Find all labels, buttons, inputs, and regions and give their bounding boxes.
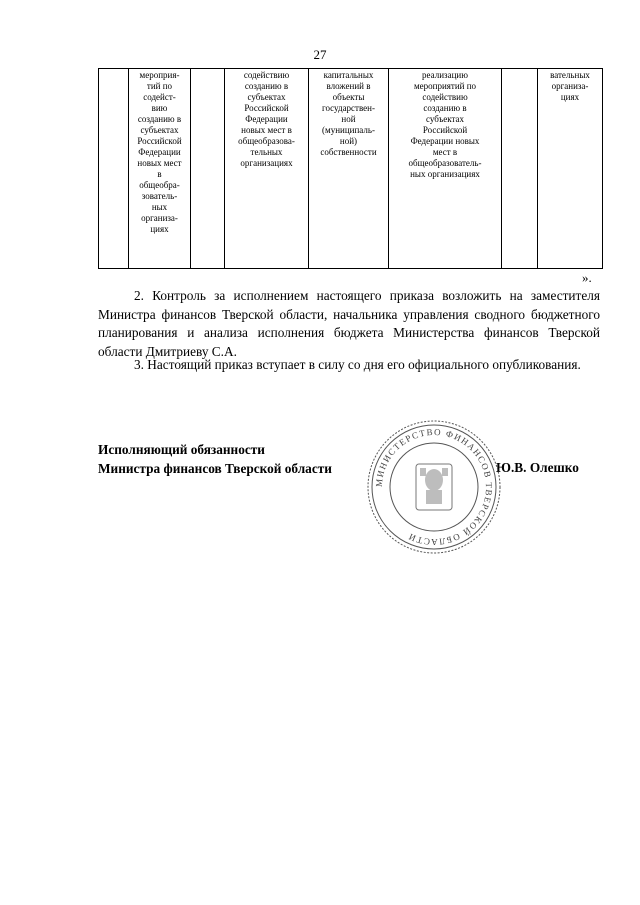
paragraph-control: 2. Контроль за исполнением настоящего приказа возложить на заместителя Министра финансов Тверской области, начальника управления сводного бюджетного планирования и анализа исполнения бюджета Министерства финансов Тверской области Дмитриеву С.А.	[98, 288, 600, 359]
paragraph-effective-date: 3. Настоящий приказ вступает в силу со дня его официального опубликования.	[134, 357, 581, 372]
cell-text: капитальных вложений в объекты государствен- ной (муниципаль- ной) собственности	[320, 70, 377, 157]
cell-text: вательных организа- циях	[550, 70, 590, 102]
closing-quote: ».	[582, 270, 592, 285]
cell-text: мероприя- тий по содейст- вию созданию в субъектах Российской Федерации новых мест в общеобра- зователь- ных организа- циях	[137, 70, 182, 234]
table-row	[99, 69, 603, 269]
table-cell	[538, 69, 603, 269]
page-number: 27	[313, 47, 327, 62]
seal-text: МИНИСТЕРСТВО ФИНАНСОВ ТВЕРСКОЙ ОБЛАСТИ	[373, 426, 495, 548]
table-cell	[309, 69, 389, 269]
official-seal-stamp	[362, 418, 506, 556]
table-cell	[129, 69, 191, 269]
signatory-position-line2: Министра финансов Тверской области	[98, 461, 332, 476]
table-cell	[389, 69, 502, 269]
table-cell	[502, 69, 538, 269]
cell-text: содействию созданию в субъектах Российской Федерации новых мест в общеобразова- тельных организациях	[238, 70, 295, 168]
signatory-position-line1: Исполняющий обязанности	[98, 442, 265, 457]
cell-text: реализацию мероприятий по содействию созданию в субъектах Российской Федерации новых мест в общеобразователь- ных организациях	[408, 70, 482, 179]
signatory-name: Ю.В. Олешко	[496, 460, 579, 475]
table-cell	[191, 69, 225, 269]
budget-table-continuation	[98, 68, 603, 269]
table-cell	[99, 69, 129, 269]
table-cell	[225, 69, 309, 269]
